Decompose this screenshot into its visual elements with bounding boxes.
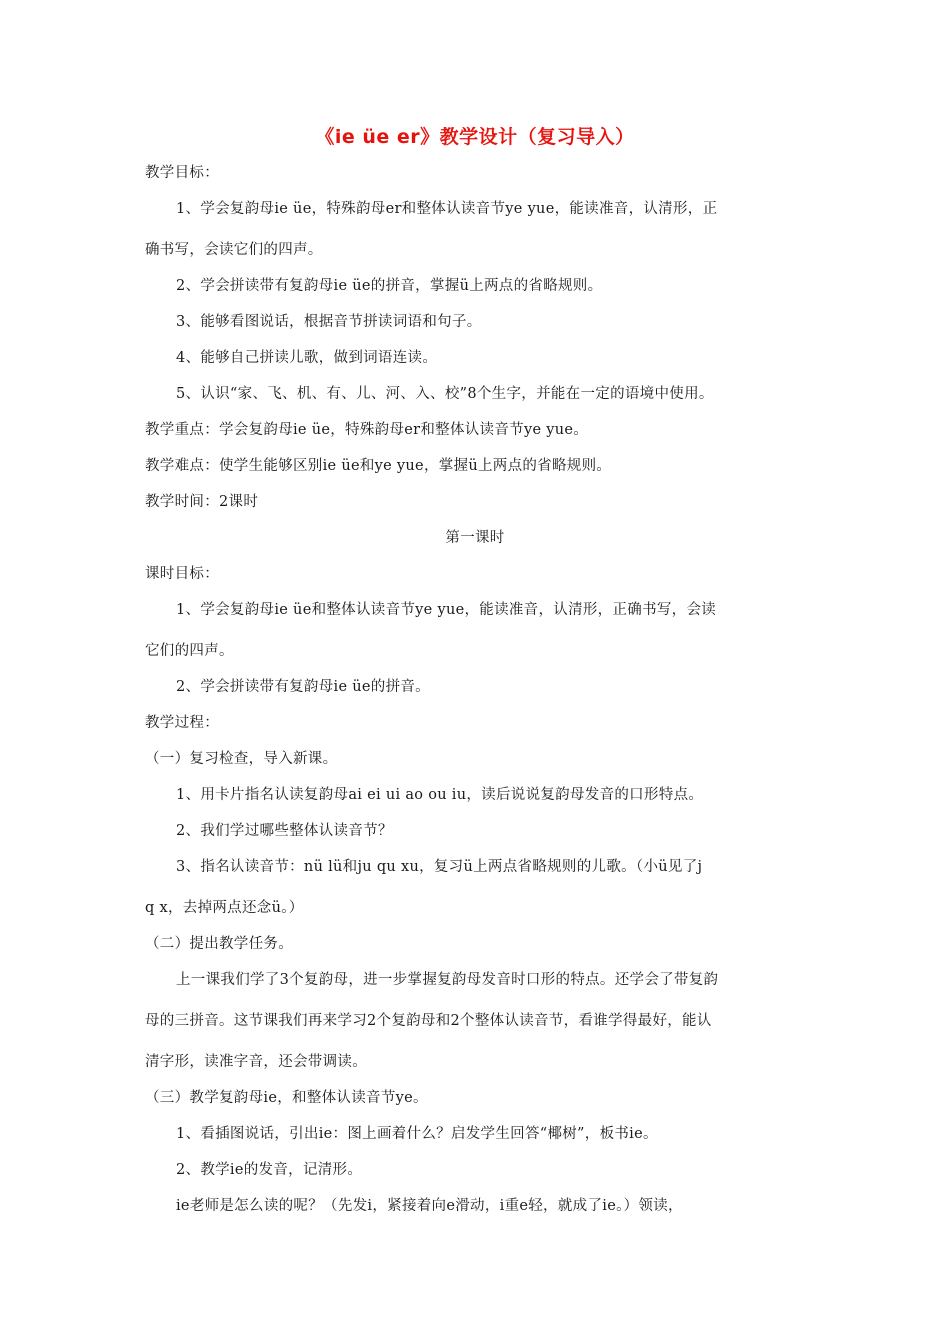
step-3-item-2: 2、教学ie的发音，记清形。 [176,1162,363,1178]
goal-5: 5、认识“家、飞、机、有、儿、河、入、校”8个生字，并能在一定的语境中使用。 [176,386,714,402]
step-2-paragraph-line-1: 上一课我们学了3个复韵母，进一步掌握复韵母发音时口形的特点。还学会了带复韵 [176,972,719,988]
goal-3: 3、能够看图说话，根据音节拼读词语和句子。 [176,314,482,330]
lesson-goal-2: 2、学会拼读带有复韵母ie üe的拼音。 [176,679,430,695]
key-points: 教学重点：学会复韵母ie üe，特殊韵母er和整体认读音节ye yue。 [145,422,589,438]
goal-1-line-2: 确书写，会读它们的四声。 [145,242,323,258]
step-1-item-3-line-2: q x，去掉两点还念ü。） [145,900,304,916]
lesson-goal-1-line-1: 1、学会复韵母ie üe和整体认读音节ye yue，能读准音，认清形，正确书写，会读 [176,602,717,618]
teaching-time: 教学时间：2课时 [145,494,259,510]
step-2-heading: （二）提出教学任务。 [145,936,293,952]
step-3-item-2-detail: ie老师是怎么读的呢？（先发i，紧接着向e滑动，i重e轻，就成了ie。）领读， [176,1198,683,1214]
step-2-paragraph-line-3: 清字形，读准字音，还会带调读。 [145,1054,367,1070]
goal-2: 2、学会拼读带有复韵母ie üe的拼音，掌握ü上两点的省略规则。 [176,278,603,294]
step-1-heading: （一）复习检查，导入新课。 [145,751,338,767]
goal-4: 4、能够自己拼读儿歌，做到词语连读。 [176,350,438,366]
document-title: 《ie üe er》教学设计（复习导入） [315,126,635,148]
section-first-lesson: 第一课时 [445,530,505,546]
step-1-item-2: 2、我们学过哪些整体认读音节？ [176,823,393,839]
heading-teaching-goals: 教学目标： [145,165,219,181]
difficult-points: 教学难点：使学生能够区别ie üe和ye yue，掌握ü上两点的省略规则。 [145,458,612,474]
step-1-item-3-line-1: 3、指名认读音节：nü lü和ju qu xu，复习ü上两点省略规则的儿歌。（小ü见了j [176,859,703,875]
goal-1-line-1: 1、学会复韵母ie üe，特殊韵母er和整体认读音节ye yue，能读准音，认清形，正 [176,201,718,217]
heading-teaching-process: 教学过程： [145,715,219,731]
step-3-item-1: 1、看插图说话，引出ie：图上画着什么？启发学生回答“椰树”，板书ie。 [176,1126,658,1142]
step-1-item-1: 1、用卡片指名认读复韵母ai ei ui ao ou iu，读后说说复韵母发音的口形特点。 [176,787,704,803]
step-3-heading: （三）教学复韵母ie，和整体认读音节ye。 [145,1090,428,1106]
lesson-goal-1-line-2: 它们的四声。 [145,643,234,659]
heading-lesson-goals: 课时目标： [145,566,219,582]
step-2-paragraph-line-2: 母的三拼音。这节课我们再来学习2个复韵母和2个整体认读音节，看谁学得最好，能认 [145,1013,712,1029]
